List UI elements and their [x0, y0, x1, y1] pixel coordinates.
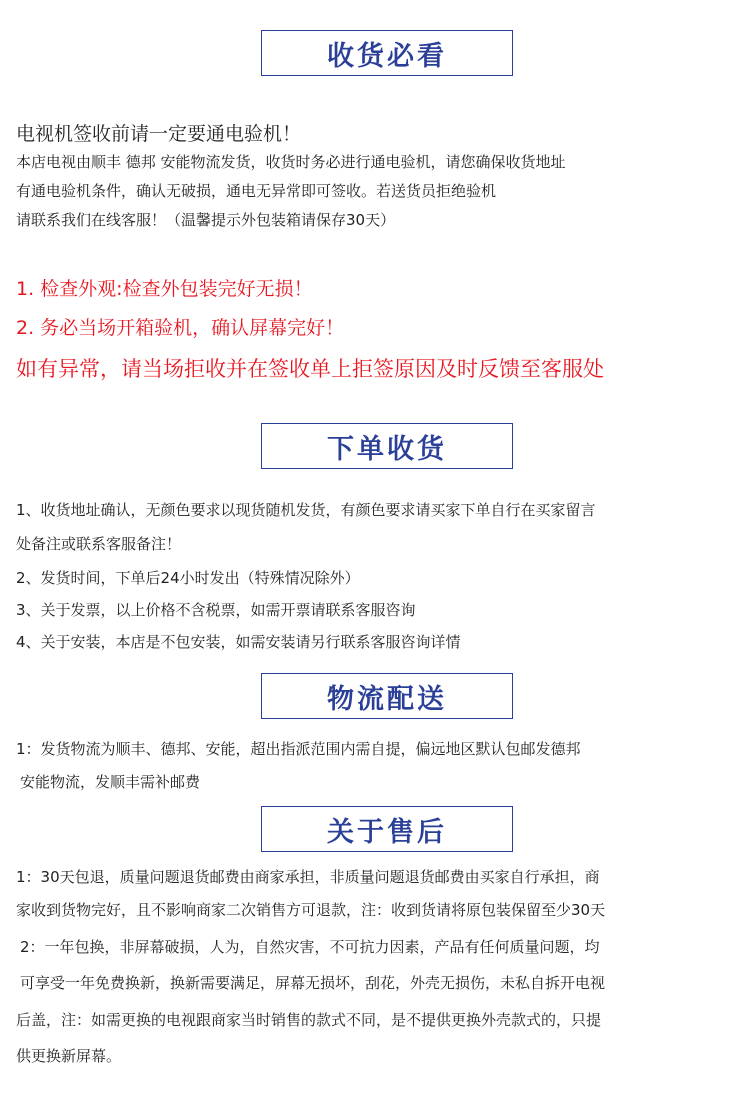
section-title-receipt-text: 收货必看 [327, 40, 447, 72]
section-title-order [261, 423, 513, 469]
logistics-line-2: 安能物流，发顺丰需补邮费 [20, 773, 201, 791]
section-title-aftersale-text: 关于售后 [327, 816, 447, 848]
section-title-logistics [261, 673, 513, 719]
receipt-warning-3: 如有异常，请当场拒收并在签收单上拒签原因及时反馈至客服处 [16, 357, 604, 381]
order-line-5: 4、关于安装，本店是不包安装，如需安装请另行联系客服咨询详情 [16, 633, 461, 651]
section-title-receipt [261, 30, 513, 76]
order-line-2: 处备注或联系客服备注！ [16, 535, 182, 553]
order-line-3: 2、发货时间，下单后24小时发出（特殊情况除外） [16, 569, 360, 587]
aftersale-line-3: 2：一年包换，非屏幕破损，人为，自然灾害，不可抗力因素，产品有任何质量问题，均 [20, 938, 600, 956]
order-line-1: 1、收货地址确认，无颜色要求以现货随机发货，有颜色要求请买家下单自行在买家留言 [16, 501, 596, 519]
receipt-line-3: 有通电验机条件，确认无破损，通电无异常即可签收。若送货员拒绝验机 [16, 182, 497, 200]
receipt-warning-2: 2. 务必当场开箱验机，确认屏幕完好！ [16, 317, 345, 339]
receipt-warning-1: 1. 检查外观:检查外包装完好无损！ [16, 278, 313, 300]
section-title-logistics-text: 物流配送 [327, 683, 447, 715]
receipt-line-1: 电视机签收前请一定要通电验机！ [16, 123, 302, 145]
aftersale-line-6: 供更换新屏幕。 [16, 1047, 122, 1065]
aftersale-line-4: 可享受一年免费换新，换新需要满足，屏幕无损坏，刮花，外壳无损伤，未私自拆开电视 [20, 974, 606, 992]
order-line-4: 3、关于发票，以上价格不含税票，如需开票请联系客服咨询 [16, 601, 416, 619]
section-title-aftersale [261, 806, 513, 852]
aftersale-line-1: 1：30天包退，质量问题退货邮费由商家承担，非质量问题退货邮费由买家自行承担，商 [16, 868, 600, 886]
section-title-order-text: 下单收货 [327, 433, 447, 465]
receipt-line-4: 请联系我们在线客服！（温馨提示外包装箱请保存30天） [16, 211, 396, 229]
aftersale-line-2: 家收到货物完好，且不影响商家二次销售方可退款，注：收到货请将原包装保留至少30天 [16, 901, 606, 919]
logistics-line-1: 1：发货物流为顺丰、德邦、安能，超出指派范围内需自提，偏远地区默认包邮发德邦 [16, 740, 581, 758]
receipt-line-2: 本店电视由顺丰 德邦 安能物流发货，收货时务必进行通电验机，请您确保收货地址 [16, 153, 566, 171]
aftersale-line-5: 后盖，注：如需更换的电视跟商家当时销售的款式不同，是不提供更换外壳款式的，只提 [16, 1011, 602, 1029]
